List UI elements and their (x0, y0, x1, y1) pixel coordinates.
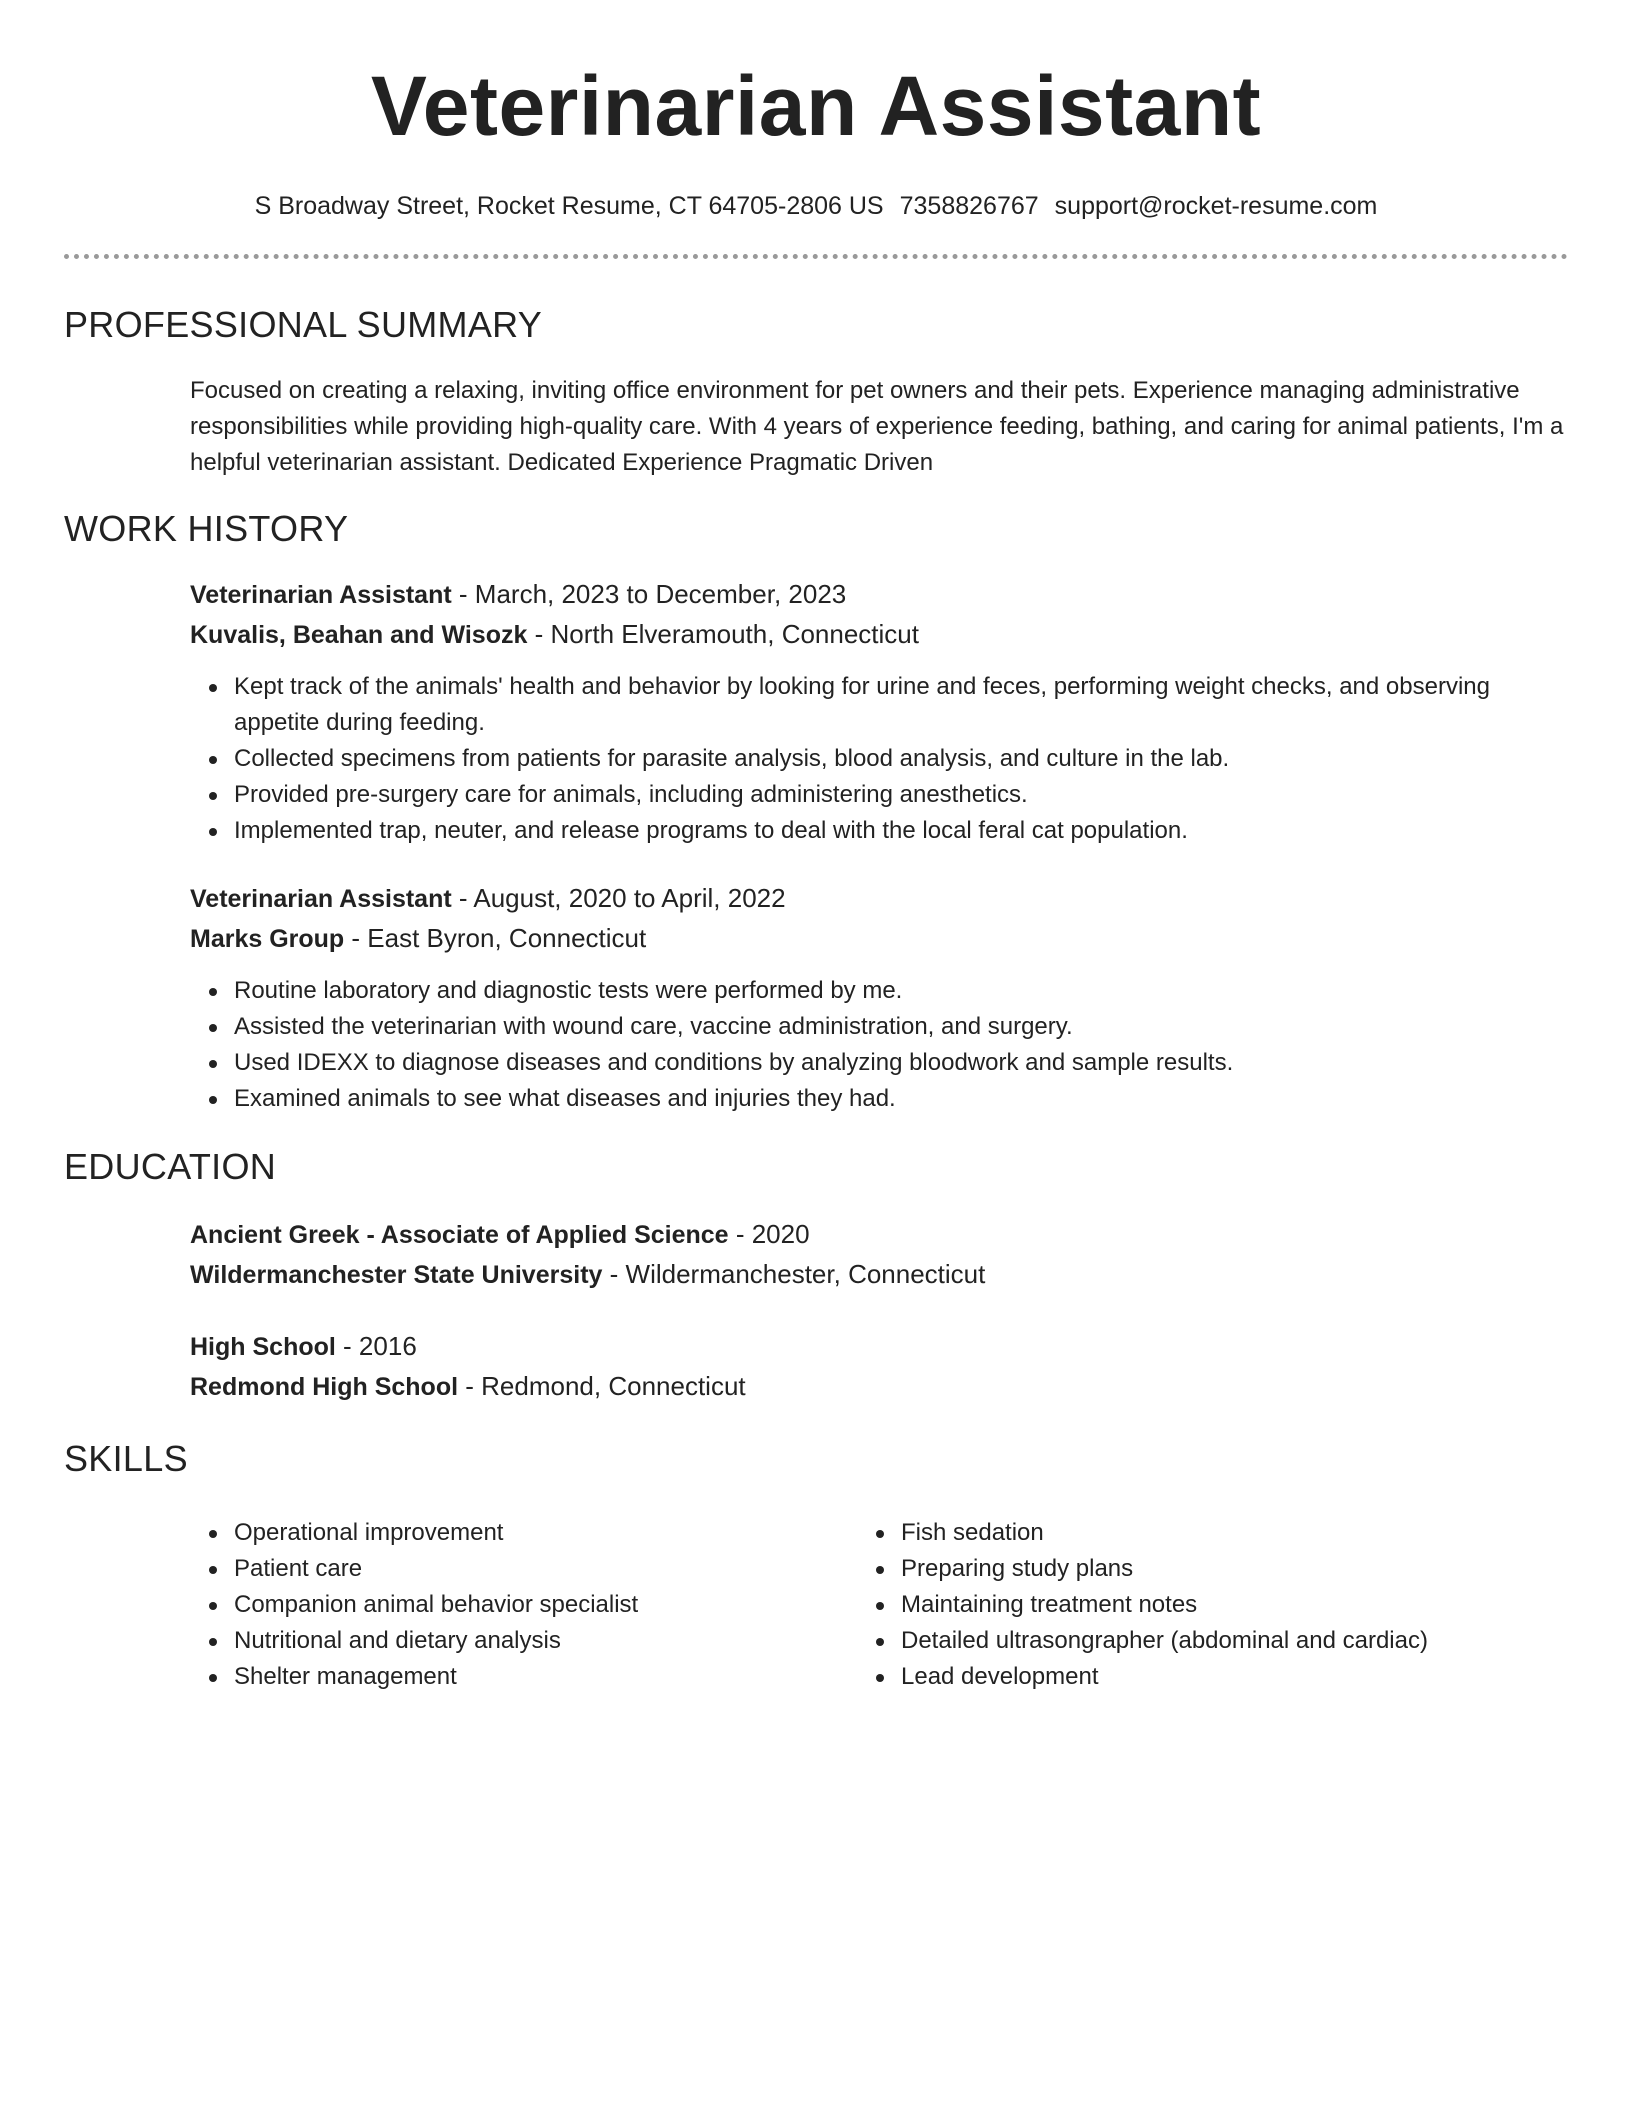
education-entry (190, 1215, 1568, 1295)
list-item: Operational improvement (234, 1515, 901, 1551)
list-item: Assisted the veterinarian with wound care, vaccine administration, and surgery. (234, 1009, 1568, 1045)
skills-list-right (901, 1515, 1568, 1695)
skills-list-left (234, 1515, 901, 1695)
job-company-line (190, 615, 1568, 655)
list-item: Kept track of the animals' health and behavior by looking for urine and feces, performing weight checks, and observing appetite during feeding. (234, 669, 1568, 741)
skills-columns (190, 1501, 1568, 1695)
school-location: - Redmond, Connecticut (458, 1371, 746, 1401)
list-item: Provided pre-surgery care for animals, including administering anesthetics. (234, 777, 1568, 813)
job-title-line (190, 879, 1568, 919)
education-entry (190, 1327, 1568, 1407)
job-company: Kuvalis, Beahan and Wisozk (190, 621, 528, 649)
list-item: Routine laboratory and diagnostic tests were performed by me. (234, 973, 1568, 1009)
list-item: Companion animal behavior specialist (234, 1587, 901, 1623)
list-item: Shelter management (234, 1659, 901, 1695)
school-name: Wildermanchester State University (190, 1261, 603, 1289)
job-location: - East Byron, Connecticut (344, 923, 647, 953)
candidate-name: Veterinarian Assistant (370, 59, 1262, 153)
list-item: Detailed ultrasongrapher (abdominal and cardiac) (901, 1623, 1568, 1659)
list-item: Nutritional and dietary analysis (234, 1623, 901, 1659)
job-location: - North Elveramouth, Connecticut (527, 619, 919, 649)
resume-header (64, 0, 1568, 259)
degree-line (190, 1327, 1568, 1367)
list-item: Implemented trap, neuter, and release programs to deal with the local feral cat population. (234, 813, 1568, 849)
job-entry (190, 879, 1568, 1117)
job-company: Marks Group (190, 925, 345, 953)
job-role: Veterinarian Assistant (190, 581, 452, 609)
contact-phone: 7358826767 (899, 192, 1039, 220)
contact-line (64, 190, 1568, 222)
job-entry (190, 575, 1568, 849)
job-duties-list (234, 973, 1568, 1117)
degree-name: High School (190, 1333, 336, 1361)
job-title-line (190, 575, 1568, 615)
header-divider (64, 254, 1568, 259)
list-item: Collected specimens from patients for parasite analysis, blood analysis, and culture in the lab. (234, 741, 1568, 777)
summary-text: Focused on creating a relaxing, inviting office environment for pet owners and their pets. Experience managing administrative responsibilities while providing high-quality care. With 4 years of experience feeding, bathing, and caring for animal patients, I'm a helpful veterinarian assistant. Dedicated Experience Pragmatic Driven (190, 377, 1564, 476)
list-item: Lead development (901, 1659, 1568, 1695)
education-heading: EDUCATION (64, 1146, 277, 1187)
work-history-heading: WORK HISTORY (64, 508, 349, 549)
list-item: Preparing study plans (901, 1551, 1568, 1587)
job-dates: - August, 2020 to April, 2022 (451, 883, 786, 913)
degree-name: Ancient Greek - Associate of Applied Science (190, 1221, 729, 1249)
job-duties-list (234, 669, 1568, 849)
job-role: Veterinarian Assistant (190, 885, 452, 913)
list-item: Used IDEXX to diagnose diseases and conditions by analyzing bloodwork and sample results. (234, 1045, 1568, 1081)
degree-line (190, 1215, 1568, 1255)
list-item: Examined animals to see what diseases and injuries they had. (234, 1081, 1568, 1117)
list-item: Maintaining treatment notes (901, 1587, 1568, 1623)
contact-email[interactable]: support@rocket-resume.com (1054, 192, 1378, 220)
list-item: Patient care (234, 1551, 901, 1587)
summary-heading: PROFESSIONAL SUMMARY (64, 304, 543, 345)
contact-address: S Broadway Street, Rocket Resume, CT 64705-2806 US (254, 192, 884, 220)
skills-heading: SKILLS (64, 1438, 188, 1479)
job-dates: - March, 2023 to December, 2023 (451, 579, 847, 609)
school-name: Redmond High School (190, 1373, 459, 1401)
school-location: - Wildermanchester, Connecticut (602, 1259, 986, 1289)
school-line (190, 1367, 1568, 1407)
job-company-line (190, 919, 1568, 959)
list-item: Fish sedation (901, 1515, 1568, 1551)
degree-year: - 2016 (335, 1331, 417, 1361)
school-line (190, 1255, 1568, 1295)
degree-year: - 2020 (728, 1219, 810, 1249)
